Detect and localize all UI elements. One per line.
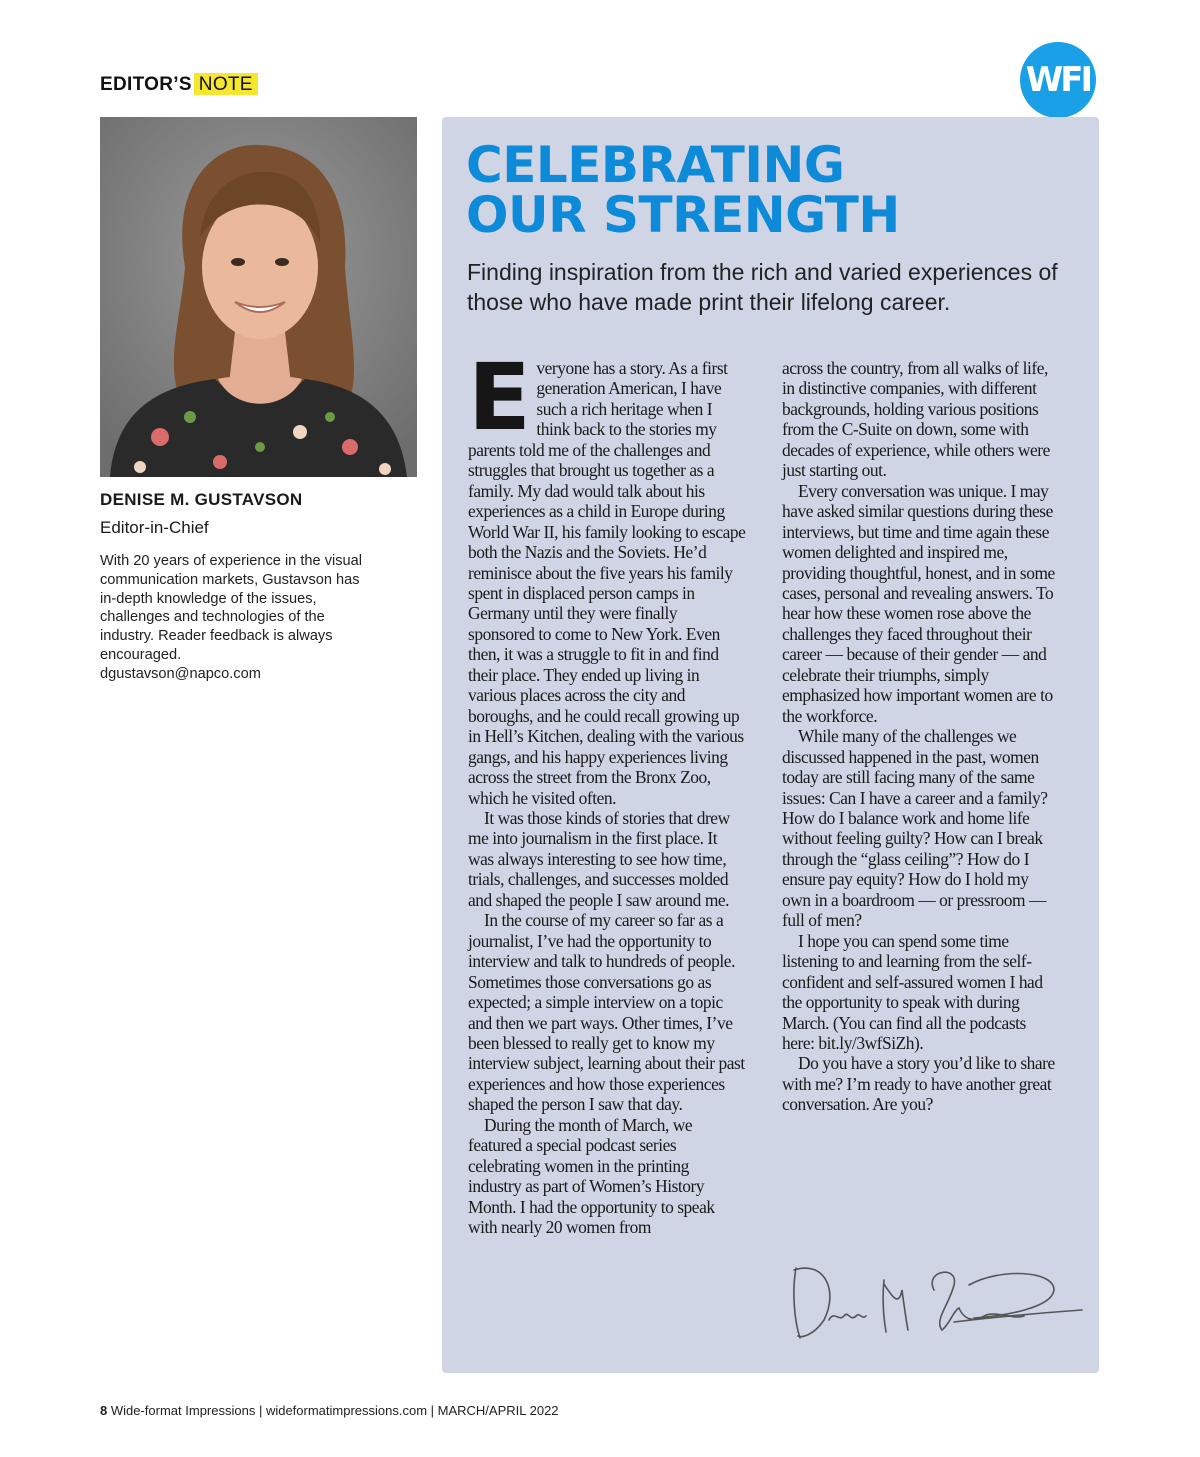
headline-line-2: OUR STRENGTH (466, 186, 900, 244)
page-number: 8 (100, 1403, 108, 1418)
article-column-1 (468, 344, 746, 1238)
section-label (100, 74, 258, 96)
author-photo (100, 117, 417, 477)
author-name: DENISE M. GUSTAVSON (100, 490, 303, 509)
body-paragraph: across the country, from all walks of life, in distinctive companies, with different backgrounds, holding various positions from the C-Suite on down, some with decades of experience, while others were just starting out. (782, 358, 1050, 481)
signature-icon (784, 1250, 1084, 1350)
body-paragraph: While many of the challenges we discussed happened in the past, women today are still facing many of the same issues: Can I have a career and a family? How do I balance work and home life without feeling guilty? How can I break through the “glass ceiling”? How do I ensure pay equity? How do I hold my own in a boardroom — or pressroom — full of men? (782, 726, 1048, 931)
body-paragraph: Every conversation was unique. I may have asked similar questions during these interviews, but time and time again these women delighted and inspired me, providing thoughtful, honest, and in some cases, personal and revealing answers. To hear how these women rose above the challenges they faced throughout their career — because of their gender — and celebrate their triumphs, simply emphasized how important women are to the workforce. (782, 480, 1055, 726)
body-paragraph: During the month of March, we featured a special podcast series celebrating women in the printing industry as part of Women’s History Month. I had the opportunity to speak with nearly 20 women from (468, 1114, 715, 1238)
author-title: Editor-in-Chief (100, 518, 209, 537)
body-paragraph: Do you have a story you’d like to share with me? I’m ready to have another great conversation. Are you? (782, 1053, 1055, 1115)
headline-line-1: CELEBRATING (466, 136, 845, 194)
section-label-bold: EDITOR’S (100, 74, 192, 95)
article-column-2 (782, 358, 1060, 1115)
article-deck: Finding inspiration from the rich and varied experiences of those who have made print their lifelong career. (467, 259, 1058, 315)
body-paragraph: I hope you can spend some time listening to and learning from the self-confident and self-assured women I had the opportunity to speak with during March. (You can find all the podcasts here: bit.ly/3wfSiZh). (782, 930, 1043, 1053)
section-label-highlight: NOTE (194, 73, 258, 95)
wfi-logo (1020, 42, 1096, 118)
author-bio (100, 552, 375, 684)
author-email-link[interactable]: dgustavson@napco.com (100, 665, 261, 682)
footer-text: Wide-format Impressions | wideformatimpressions.com | MARCH/APRIL 2022 (110, 1403, 559, 1418)
logo-text: WFI (1025, 60, 1091, 100)
author-portrait-icon (100, 117, 417, 477)
author-bio-text: With 20 years of experience in the visual communication markets, Gustavson has in-depth knowledge of the issues, challenges and technologies of the industry. Reader feedback is always encouraged. (100, 553, 363, 663)
body-paragraph: In the course of my career so far as a journalist, I’ve had the opportunity to interview and talk to hundreds of people. Sometimes those conversations go as expected; a simple interview on a topic and then we part ways. Other times, I’ve been blessed to really get to know my interview subject, learning about their past experiences and how those experiences shaped the person I saw that day. (468, 910, 745, 1115)
dropcap: E (468, 344, 531, 451)
page-footer (100, 1403, 559, 1418)
body-paragraph (468, 344, 746, 808)
article-headline (466, 136, 1086, 244)
paragraph-text: veryone has a story. As a first generation American, I have such a rich heritage when I think back to the stories my parents told me of the challenges and struggles that brought us together as a family. My dad would talk about his experiences as a child in Europe during World War II, his family looking to escape both the Nazis and the Soviets. He’d reminisce about the five years his family spent in displaced person camps in Germany until they were finally sponsored to come to New York. Even then, it was a struggle to fit in and find their place. They ended up living in various places across the city and boroughs, and he could recall growing up in Hell’s Kitchen, dealing with the various gangs, and his happy experiences living across the street from the Bronx Zoo, which he visited often. (468, 358, 746, 808)
body-paragraph: It was those kinds of stories that drew me into journalism in the first place. It was always interesting to see how time, trials, challenges, and successes molded and shaped the people I saw around me. (468, 807, 730, 910)
